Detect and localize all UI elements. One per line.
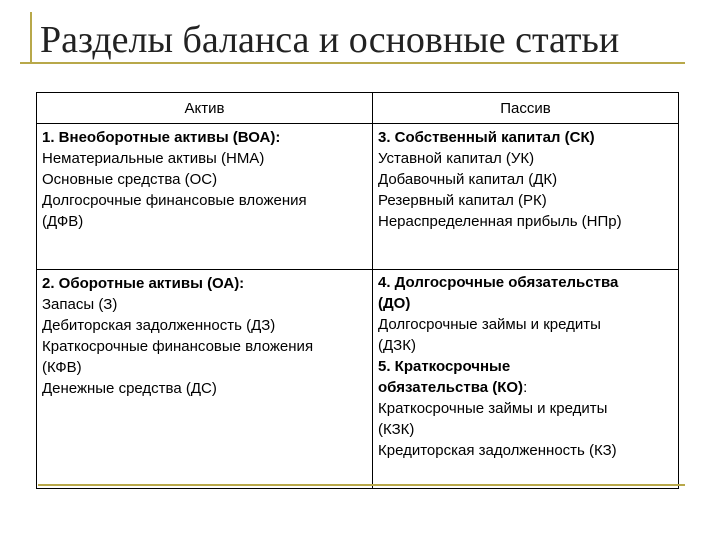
list-item: (ДЗК)	[378, 337, 416, 354]
table-row	[37, 270, 679, 489]
list-item: Основные средства (ОС)	[42, 171, 218, 188]
list-item: Краткосрочные финансовые вложения	[42, 338, 314, 355]
list-item: Запасы (З)	[42, 296, 118, 313]
list-item: Кредиторская задолженность (КЗ)	[378, 442, 617, 459]
liabilities-cell-equity	[373, 124, 679, 270]
column-header-assets: Актив	[37, 93, 373, 124]
column-header-liabilities: Пассив	[373, 93, 679, 124]
shortterm-liabilities-label: обязательства (КО)	[378, 379, 524, 396]
title-accent-vertical-line	[30, 12, 32, 64]
list-item: Добавочный капитал (ДК)	[378, 171, 558, 188]
table-row	[37, 124, 679, 270]
heading-colon: :	[523, 379, 528, 396]
list-item: Краткосрочные займы и кредиты	[378, 400, 608, 417]
list-item: Долгосрочные финансовые вложения	[42, 192, 307, 209]
section-heading-noncurrent-assets: 1. Внеоборотные активы (ВОА):	[42, 129, 281, 146]
table-header-row	[37, 93, 679, 124]
list-item: Дебиторская задолженность (ДЗ)	[42, 317, 276, 334]
list-item: Нераспределенная прибыль (НПр)	[378, 213, 622, 230]
assets-cell-noncurrent	[37, 124, 373, 270]
list-item: Нематериальные активы (НМА)	[42, 150, 265, 167]
assets-cell-current	[37, 270, 373, 489]
list-item: Резервный капитал (РК)	[378, 192, 547, 209]
list-item: (КЗК)	[378, 421, 415, 438]
list-item: Уставной капитал (УК)	[378, 150, 535, 167]
list-item: (ДФВ)	[42, 213, 84, 230]
title-underline	[20, 62, 685, 64]
bottom-divider-line	[38, 484, 685, 486]
slide-title: Разделы баланса и основные статьи	[40, 19, 620, 61]
section-heading-shortterm-liabilities: 5. Краткосрочные	[378, 358, 511, 375]
section-heading-current-assets: 2. Оборотные активы (ОА):	[42, 275, 245, 292]
liabilities-cell-obligations	[373, 270, 679, 489]
section-heading-shortterm-liabilities-cont	[378, 377, 674, 398]
section-heading-longterm-liabilities: 4. Долгосрочные обязательства	[378, 274, 619, 291]
balance-table	[36, 92, 679, 489]
section-heading-equity: 3. Собственный капитал (СК)	[378, 129, 595, 146]
list-item: Долгосрочные займы и кредиты	[378, 316, 601, 333]
list-item: Денежные средства (ДС)	[42, 380, 217, 397]
section-heading-longterm-liabilities-abbr: (ДО)	[378, 295, 411, 312]
list-item: (КФВ)	[42, 359, 82, 376]
